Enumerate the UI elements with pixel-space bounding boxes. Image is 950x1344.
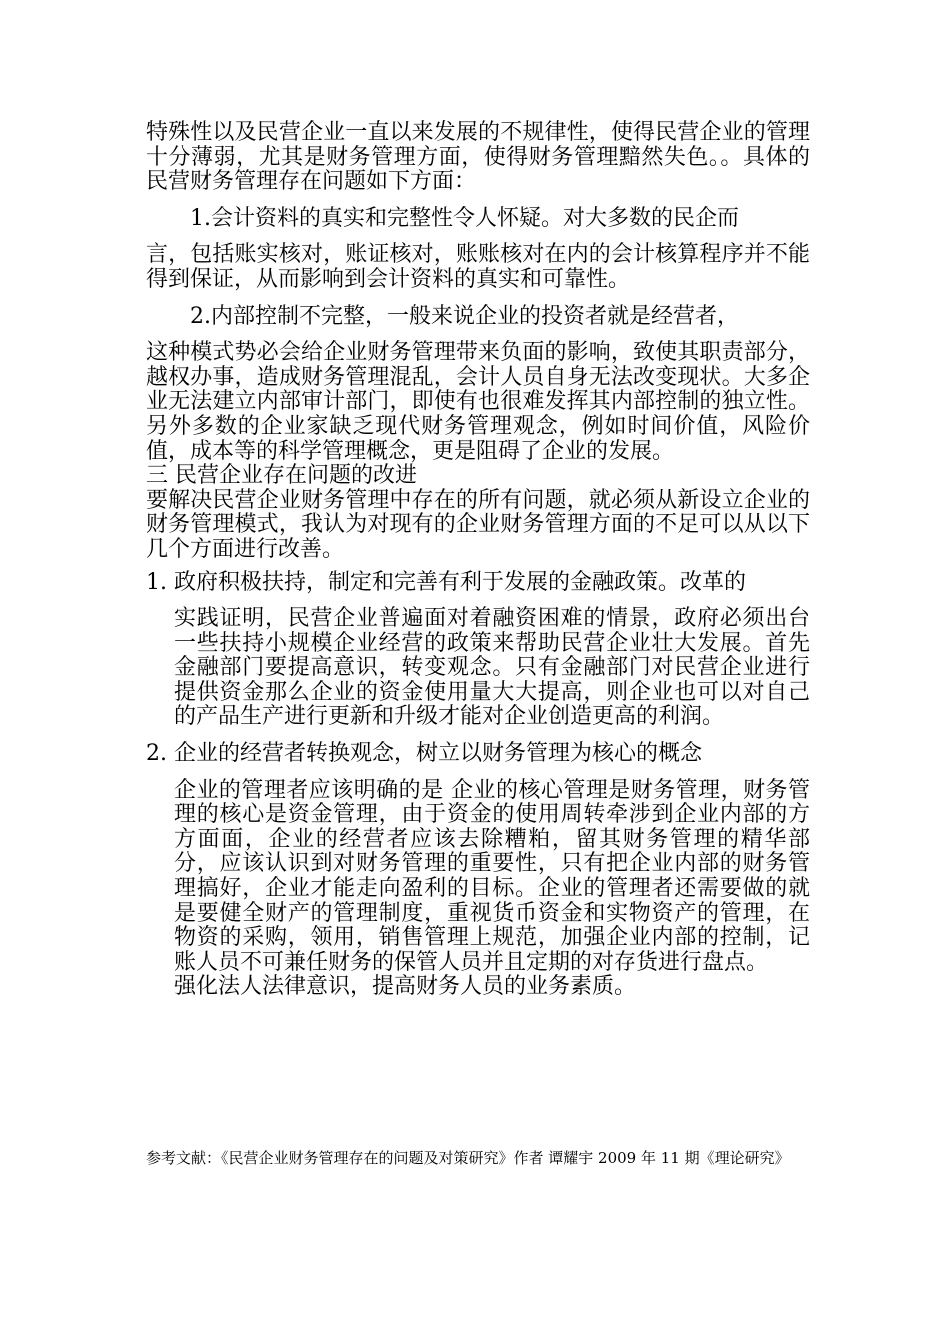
improvement-2-body: 企业的管理者应该明确的是 企业的核心管理是财务管理，财务管理的核心是资金管理，由于资金的使用周转牵涉到企业内部的方方面面，企业的经营者应该去除糟粕，留其财务管理的精华部分，应该认识到对财务管理的重要性，只有把企业内部的财务管理搞好，企业才能走向盈利的目标。企业的管理者还需要做的就是要健全财产的管理制度，重视货币资金和实物资产的管理，在物资的采购，领用，销售管理上规范，加强企业内部的控制，记账人员不可兼任财务的保管人员并且定期的对存货进行盘点。 bbox=[174, 777, 810, 975]
list-number: 2. bbox=[146, 741, 167, 767]
references: 参考文献：《民营企业财务管理存在的问题及对策研究》作者 谭耀宇 2009 年 11 期《理论研究》 bbox=[146, 1149, 790, 1167]
section-3-intro: 要解决民营企业财务管理中存在的所有问题，就必须从新设立企业的财务管理模式，我认为对现有的企业财务管理方面的不足可以从以下几个方面进行改善。 bbox=[146, 487, 810, 562]
section-3-heading: 三 民营企业存在问题的改进 bbox=[146, 463, 417, 489]
improvement-1-body: 实践证明，民营企业普遍面对着融资困难的情景，政府必须出台一些扶持小规模企业经营的政策来帮助民营企业壮大发展。首先金融部门要提高意识，转变观念。只有金融部门对民营企业进行提供资金那么企业的资金使用量大大提高，则企业也可以对自己的产品生产进行更新和升级才能对企业创造更高的利润。 bbox=[174, 606, 810, 730]
improvement-item-2 bbox=[146, 742, 810, 1000]
problem-2-body: 这种模式势必会给企业财务管理带来负面的影响，致使其职责部分，越权办事，造成财务管理混乱，会计人员自身无法改变现状。大多企业无法建立内部审计部门，即使有也很难发挥其内部控制的独立性。另外多数的企业家缺乏现代财务管理观念，例如时间价值，风险价值，成本等的科学管理概念，更是阻碍了企业的发展。 bbox=[146, 340, 810, 464]
list-number: 1. bbox=[146, 569, 167, 595]
improvement-2-title: 企业的经营者转换观念，树立以财务管理为核心的概念 bbox=[174, 741, 703, 767]
improvement-1-title: 政府积极扶持，制定和完善有利于发展的金融政策。改革的 bbox=[174, 569, 747, 595]
improvement-2-tail: 强化法人法律意识，提高财务人员的业务素质。 bbox=[174, 974, 637, 1000]
document-body bbox=[146, 121, 810, 1000]
problem-2-lead: 2.内部控制不完整，一般来说企业的投资者就是经营者， bbox=[190, 303, 739, 329]
problem-1-body: 言，包括账实核对，账证核对，账账核对在内的会计核算程序并不能得到保证，从而影响到会计资料的真实和可靠性。 bbox=[146, 242, 810, 292]
problem-1-lead: 1.会计资料的真实和完整性令人怀疑。对大多数的民企而 bbox=[190, 205, 739, 231]
intro-paragraph: 特殊性以及民营企业一直以来发展的不规律性，使得民营企业的管理十分薄弱，尤其是财务管理方面，使得财务管理黯然失色。。具体的民营财务管理存在问题如下方面： bbox=[146, 120, 810, 195]
improvement-item-1 bbox=[146, 571, 810, 731]
